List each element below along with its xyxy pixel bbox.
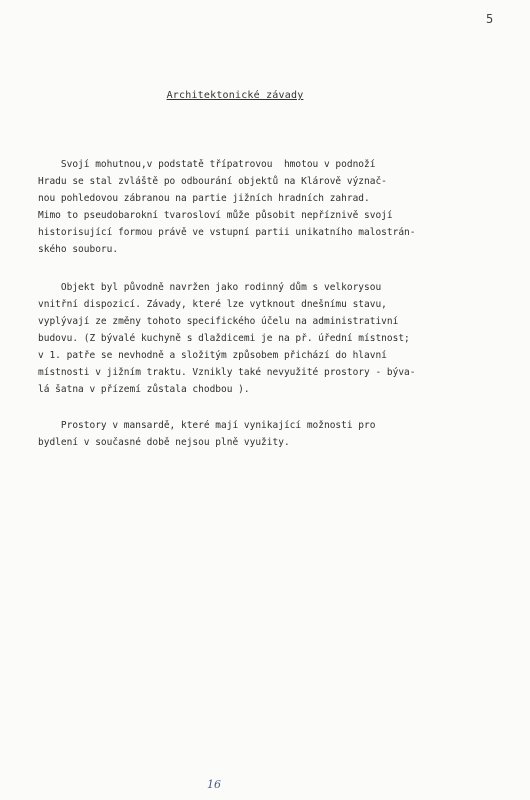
handwritten-page-mark: 16 [207, 778, 221, 791]
text-line: historisující formou právě ve vstupní partii unikatního malostrán- [38, 227, 416, 238]
text-line: Objekt byl původně navržen jako rodinný dům s velkorysou [38, 282, 382, 293]
text-line: nou pohledovou zábranou na partie jižních hradních zahrad. [38, 193, 370, 204]
paragraph-2 [38, 279, 416, 398]
text-line: místnosti v jižním traktu. Vznikly také nevyužité prostory - býva- [38, 367, 416, 378]
text-line: vnitřní dispozicí. Závady, které lze vytknout dnešnímu stavu, [38, 299, 387, 310]
page-number: 5 [486, 12, 494, 26]
text-line: Hradu se stal zvláště po odbourání objektů na Klárově význač- [38, 176, 387, 187]
section-heading: Architektonické závady [166, 90, 304, 101]
text-line: vyplývají ze změny tohoto specifického účelu na administrativní [38, 316, 399, 327]
paragraph-1 [38, 156, 416, 258]
text-line: Mimo to pseudobarokní tvarosloví může působit nepříznivě svojí [38, 210, 393, 221]
text-line: bydlení v současné době nejsou plně využity. [38, 437, 290, 448]
paragraph-3 [38, 417, 375, 451]
text-line: Prostory v mansardě, které mají vynikající možnosti pro [38, 420, 376, 431]
text-line: budovu. (Z bývalé kuchyně s dlaždicemi je na př. úřední místnost; [38, 333, 410, 344]
text-line: ského souboru. [38, 244, 119, 255]
text-line: Svojí mohutnou,v podstatě třípatrovou hmotou v podnoží [38, 159, 376, 170]
text-line: lá šatna v přízemí zůstala chodbou ). [38, 384, 250, 395]
text-line: v 1. patře se nevhodně a složitým způsobem přichází do hlavní [38, 350, 387, 361]
